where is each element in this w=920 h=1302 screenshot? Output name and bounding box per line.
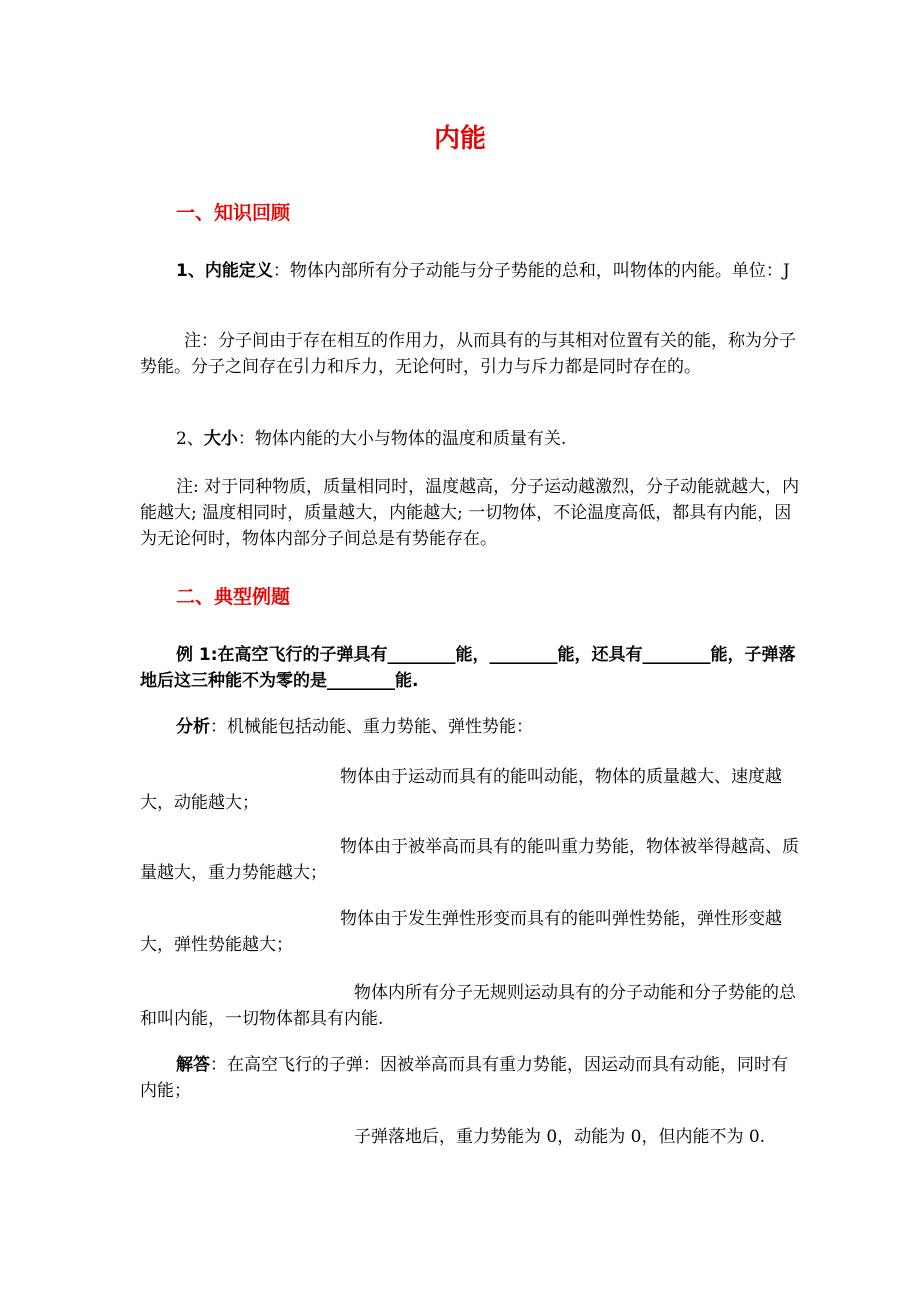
analysis-label: 分析: [176, 717, 210, 737]
answer-paragraph: [140, 1052, 800, 1104]
size-text: ：物体内能的大小与物体的温度和质量有关.: [237, 429, 567, 449]
definition-colon: ：: [272, 261, 290, 281]
size-number: 2、: [176, 429, 204, 449]
definition-text: 物体内部所有分子动能与分子势能的总和，叫物体的内能。单位：J: [289, 261, 790, 281]
section-heading-review: 一、知识回顾: [176, 202, 291, 224]
note-molecular-potential: 注：分子间由于存在相互的作用力，从而具有的与其相对位置有关的能，称为分子势能。分子之间存在引力和斥力，无论何时，引力与斥力都是同时存在的。: [140, 331, 796, 377]
answer-text: ：在高空飞行的子弹：因被举高而具有重力势能，因运动而具有动能，同时有内能；: [140, 1055, 788, 1101]
section-heading-examples: 二、典型例题: [176, 586, 291, 608]
analysis-paragraph: [140, 714, 800, 740]
elastic-energy-note: 物体由于发生弹性形变而具有的能叫弹性势能，弹性形变越大，弹性势能越大；: [140, 909, 782, 955]
example-question: 例 1:在高空飞行的子弹具有________能，________能，还具有________能，子弹落地后这三种能不为零的是________能.: [140, 645, 796, 691]
internal-energy-note: 物体内所有分子无规则运动具有的分子动能和分子势能的总和叫内能，一切物体都具有内能.: [140, 983, 796, 1029]
gravity-energy-note: 物体由于被举高而具有的能叫重力势能，物体被举得越高、质量越大，重力势能越大；: [140, 837, 799, 883]
definition-paragraph: [140, 258, 800, 284]
answer-label: 解答: [176, 1055, 210, 1075]
size-label: 大小: [203, 429, 238, 449]
analysis-text: ：机械能包括动能、重力势能、弹性势能：: [210, 717, 533, 737]
definition-label: 1、内能定义: [176, 261, 273, 281]
kinetic-energy-note: 物体由于运动而具有的能叫动能，物体的质量越大、速度越大，动能越大；: [140, 767, 782, 813]
answer-landing: 子弹落地后，重力势能为 0，动能为 0，但内能不为 0.: [354, 1127, 766, 1147]
page-title: 内能: [433, 124, 486, 154]
note-internal-energy-factors: 注: 对于同种物质，质量相同时，温度越高，分子运动越激烈，分子动能就越大，内能越大; 温度相同时，质量越大，内能越大; 一切物体，不论温度高低，都具有内能，因为无论何时，物体内部分子间总是有势能存在。: [140, 477, 800, 549]
size-paragraph: [140, 426, 800, 452]
